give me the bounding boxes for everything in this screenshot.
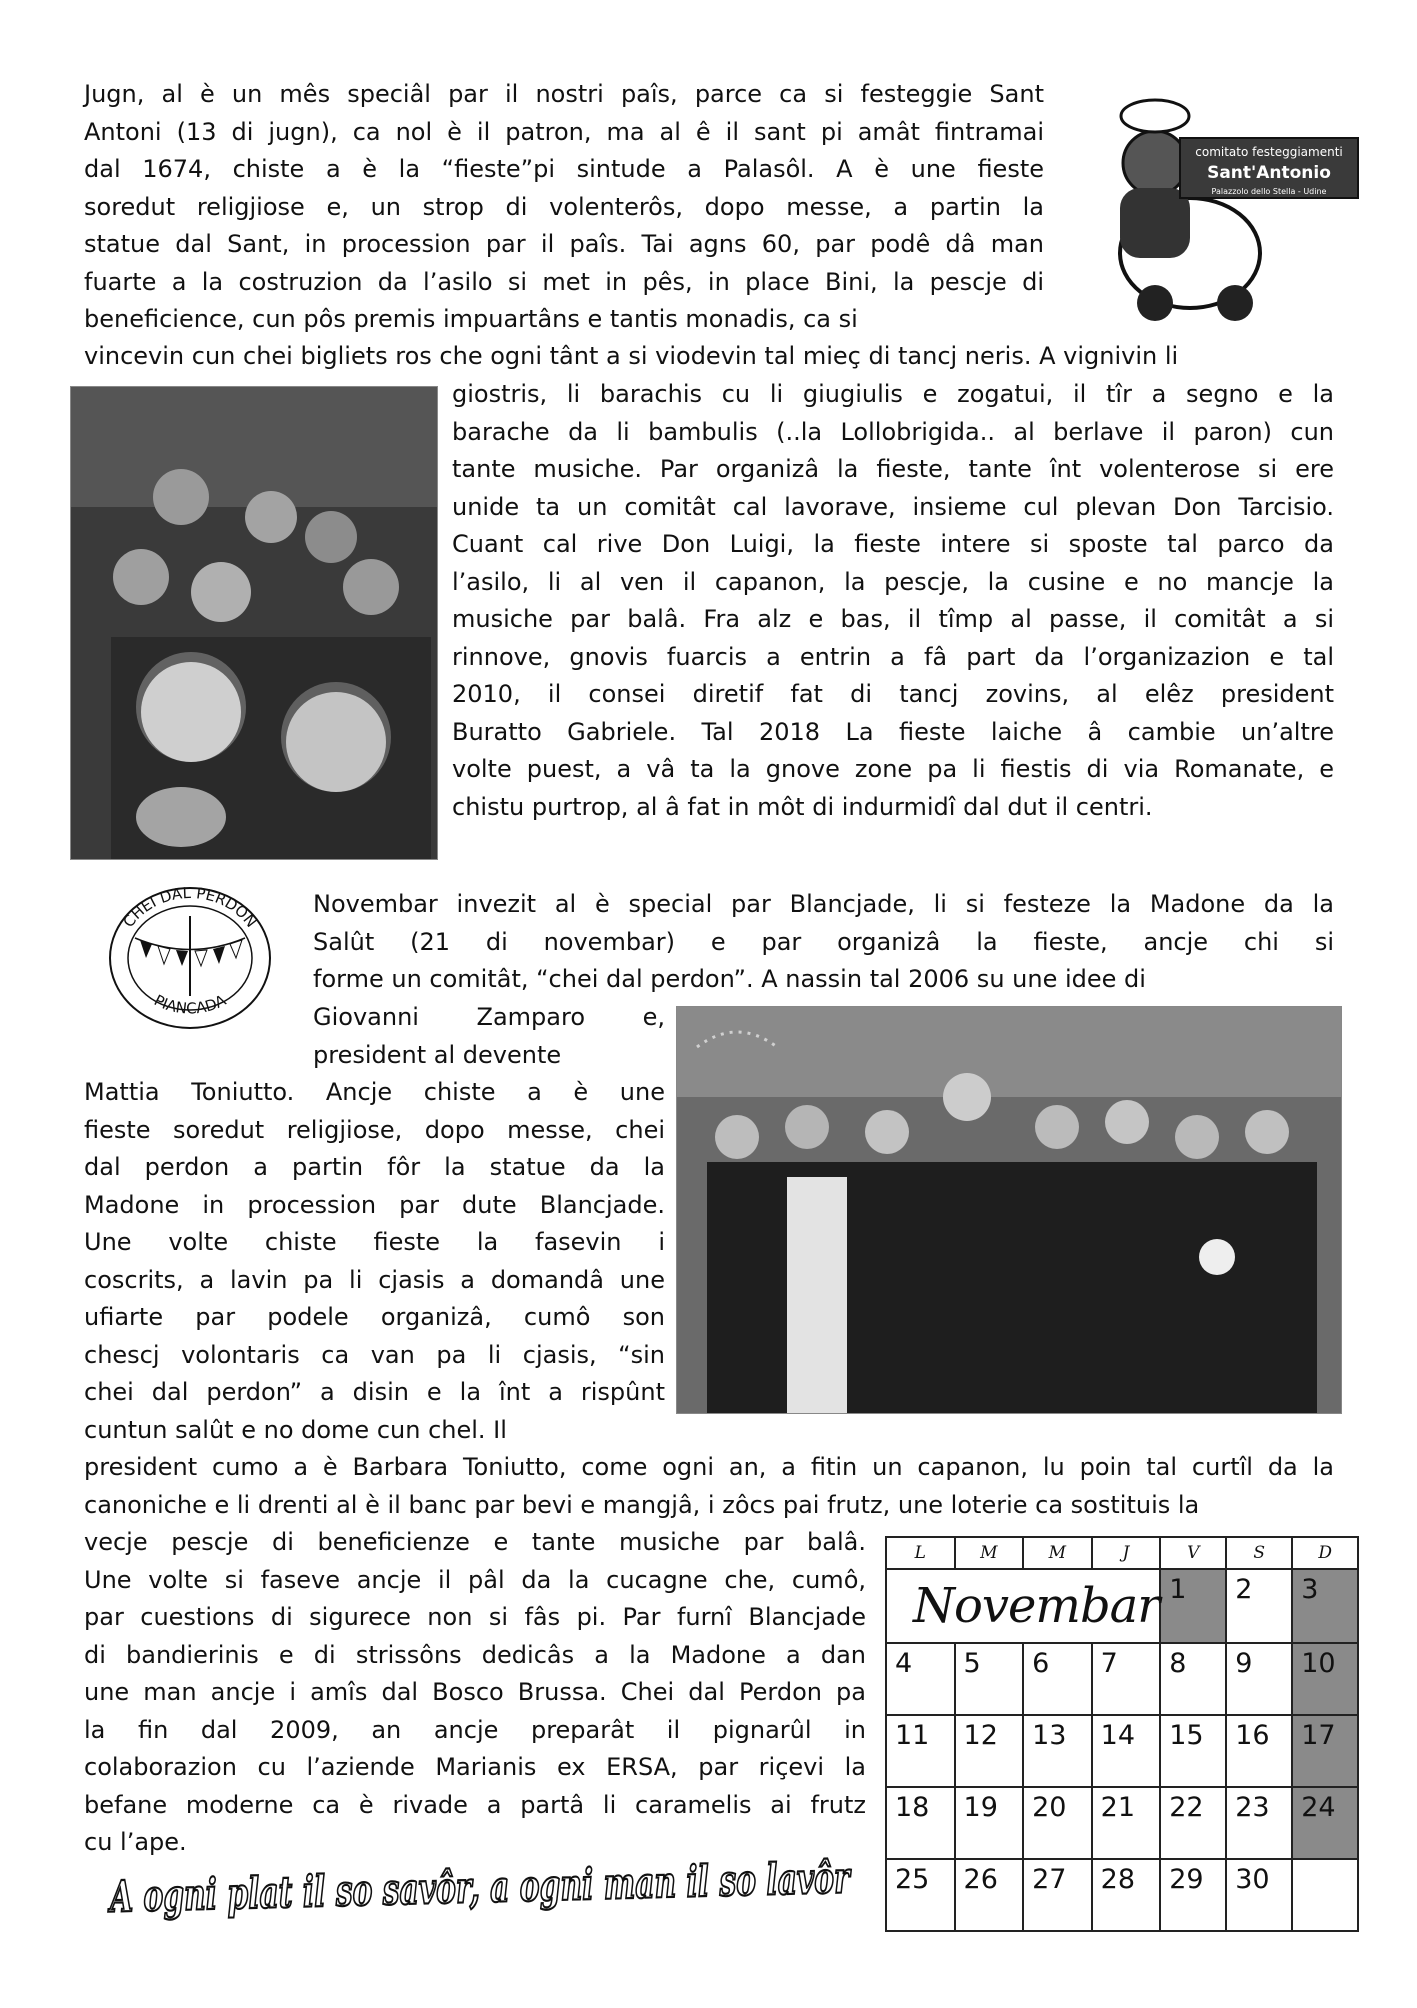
weekday-label: J (1092, 1537, 1161, 1569)
text-line: statue dal Sant, in procession par il paîs. Tai agns 60, par podê dâ man (84, 230, 1044, 258)
calendar-day: 24 (1292, 1787, 1358, 1859)
weekday-label: L (886, 1537, 955, 1569)
calendar-day: 14 (1092, 1715, 1161, 1787)
text-line: colaborazion cu l’aziende Marianis ex ERSA, par riçevi la (84, 1753, 866, 1781)
text-line: fuarte a la costruzion da l’asilo si met in pês, in place Bini, la pescje di (84, 267, 1044, 296)
text-line: volte puest, a vâ ta la gnove zone pa li fiestis di via Romanate, e (452, 755, 1334, 783)
text-line: befane moderne ca è rivade a partâ li caramelis ai frutz (84, 1790, 866, 1819)
calendar-day: 9 (1226, 1643, 1292, 1715)
calendar-day: 3 (1292, 1569, 1358, 1643)
calendar-day: 28 (1092, 1859, 1161, 1931)
text-line: rinnove, gnovis fuarcis a entrin a fâ part da l’organizazion e tal (452, 642, 1334, 671)
text-line: ufiarte par podele organizâ, cumô son (84, 1303, 665, 1331)
text-line: Novembar invezit al è special par Blancjade, li si festeze la Madone da la (313, 890, 1334, 918)
text-line: cuntun salût e no dome cun chel. Il (84, 1415, 507, 1444)
logo-top-text: CHEI DAL PERDON (119, 883, 261, 931)
logo-bottom-text: PIANCADA (151, 991, 229, 1018)
text-line: une man ancje i amîs dal Bosco Brussa. Chei dal Perdon pa (84, 1678, 866, 1706)
calendar-day: 7 (1092, 1643, 1161, 1715)
text-line: Cuant cal rive Don Luigi, la fieste intere si sposte tal parco da (452, 530, 1334, 558)
calendar-day: 4 (886, 1643, 955, 1715)
text-line: coscrits, a lavin pa li cjasis a domandâ une (84, 1265, 665, 1294)
calendar-day: 13 (1023, 1715, 1092, 1787)
text-line: Une volte si faseve ancje il pâl da la cucagne che, cumô, (84, 1565, 866, 1594)
weekday-label: V (1160, 1537, 1226, 1569)
calendar-day: 21 (1092, 1787, 1161, 1859)
text-line: par cuestions di sigurece non si fâs pi. Par furnî Blancjade (84, 1603, 866, 1631)
text-line: di bandierinis e di strissôns dedicâs a la Madone a dan (84, 1640, 866, 1669)
calendar-week (886, 1859, 1358, 1931)
intro-paragraph-wide-line (84, 338, 1334, 376)
weekday-label: M (955, 1537, 1024, 1569)
text-line: dal 1674, chiste a è la “fieste”pi sintude a Palasôl. A è une fieste (84, 155, 1044, 183)
text-line: vincevin cun chei bigliets ros che ogni tânt a si viodevin tal mieç di tancj neris. A vignivin li (84, 342, 1179, 370)
calendar-day: 12 (955, 1715, 1024, 1787)
calendar-day: 25 (886, 1859, 955, 1931)
calendar-day: 10 (1292, 1643, 1358, 1715)
calendar-day: 20 (1023, 1787, 1092, 1859)
calendar-day: 1 (1160, 1569, 1226, 1643)
text-line: president cumo a è Barbara Toniutto, come ogni an, a fitin un capanon, lu poin tal curtîl da la (84, 1453, 1334, 1481)
text-line: chescj volontaris ca van pa li cjasis, “sin (84, 1340, 665, 1369)
logo-line-1: comitato festeggiamenti (1195, 145, 1343, 159)
text-line: musiche par balâ. Fra alz e bas, il tîmp al passe, il comitât a si (452, 605, 1334, 633)
text-line: Jugn, al è un mês speciâl par il nostri paîs, parce ca si festeggie Sant (84, 80, 1044, 108)
proverb-banner (100, 1836, 860, 1936)
logo-line-2: Sant'Antonio (1207, 163, 1331, 183)
scooter-chef-mascot-icon (1060, 78, 1360, 328)
weekday-label: D (1292, 1537, 1358, 1569)
text-line: canoniche e li drenti al è il banc par bevi e mangjâ, i zôcs pai frutz, une loterie ca sostituis la (84, 1490, 1200, 1519)
intro-paragraph-top (84, 76, 1044, 339)
party-crowd-photo (70, 386, 438, 860)
calendar-day: 29 (1160, 1859, 1226, 1931)
text-line: Antoni (13 di jugn), ca nol è il patron, ma al ê il sant pi amât fintramai (84, 117, 1044, 146)
calendar-day: 5 (955, 1643, 1024, 1715)
calendar-day (1292, 1859, 1358, 1931)
calendar-day: 19 (955, 1787, 1024, 1859)
calendar-day: 30 (1226, 1859, 1292, 1931)
sant-antonio-committee-logo (1060, 78, 1360, 328)
calendar-day: 26 (955, 1859, 1024, 1931)
calendar-week (886, 1643, 1358, 1715)
text-line: giostris, li barachis cu li giugiulis e zogatui, il tîr a segno e la (452, 380, 1334, 408)
calendar-day: 18 (886, 1787, 955, 1859)
text-line: unide ta un comitât cal lavorave, insieme cul plevan Don Tarcisio. (452, 492, 1334, 521)
bunting-flags-logo-icon (100, 876, 280, 1036)
text-line: Buratto Gabriele. Tal 2018 La fieste laiche â cambie un’altre (452, 717, 1334, 746)
text-line: chei dal perdon” a disin e la înt a rispûnt (84, 1378, 665, 1406)
calendar-weekday-header (886, 1537, 1358, 1569)
text-line: cu l’ape. (84, 1828, 187, 1856)
intro-paragraph-right (452, 376, 1334, 826)
calendar-week (886, 1715, 1358, 1787)
text-line: tante musiche. Par organizâ la fieste, tante înt volenterose si ere (452, 455, 1334, 483)
weekday-label: S (1226, 1537, 1292, 1569)
group-photo (676, 1006, 1342, 1414)
calendar-week (886, 1787, 1358, 1859)
calendar-day: 17 (1292, 1715, 1358, 1787)
november-paragraph-top (313, 886, 1334, 999)
text-line: Une volte chiste fieste la fasevin i (84, 1228, 665, 1256)
text-line: Salût (21 di novembar) e par organizâ la fieste, ancje chi si (313, 927, 1334, 956)
text-line: Mattia Toniutto. Ancje chiste a è une (84, 1078, 665, 1106)
calendar-day: 16 (1226, 1715, 1292, 1787)
text-line: barache da li bambulis (..la Lollobrigida.. al berlave il paron) cun (452, 417, 1334, 446)
text-line: la fin dal 2009, an ancje preparât il pignarûl in (84, 1715, 866, 1744)
text-line: 2010, il consei diretif fat di tancj zovins, al elêz president (452, 680, 1334, 708)
calendar-day: 11 (886, 1715, 955, 1787)
text-line: president al devente (313, 1040, 562, 1069)
text-line: fieste soredut religjiose, dopo messe, chei (84, 1115, 665, 1144)
text-line: vecje pescje di beneficienze e tante musiche par balâ. (84, 1528, 866, 1556)
calendar-month-title: Novembar (886, 1569, 1160, 1643)
calendar-day: 6 (1023, 1643, 1092, 1715)
text-line: chistu purtrop, al â fat in môt di indurmidî dal dut il centri. (452, 792, 1153, 821)
november-paragraph-narrow (313, 999, 665, 1074)
text-line: l’asilo, li al ven il capanon, la pescje, la cusine e no mancje la (452, 567, 1334, 596)
november-paragraph-bottom (84, 1524, 866, 1862)
text-line: forme un comitât, “chei dal perdon”. A nassin tal 2006 su une idee di (313, 965, 1146, 993)
calendar-day: 8 (1160, 1643, 1226, 1715)
text-line: Giovanni Zamparo e, (313, 1003, 665, 1031)
calendar-day: 15 (1160, 1715, 1226, 1787)
text-line: beneficience, cun pôs premis impuartâns e tantis monadis, ca si (84, 305, 858, 333)
november-paragraph-wide (84, 1449, 1334, 1524)
weekday-label: M (1023, 1537, 1092, 1569)
calendar-day: 2 (1226, 1569, 1292, 1643)
calendar-day: 27 (1023, 1859, 1092, 1931)
proverb-text-outline: A ogni plat il so savôr, a ogni man (109, 1851, 860, 1923)
text-line: Madone in procession par dute Blancjade. (84, 1190, 665, 1219)
calendar-week (886, 1569, 1358, 1643)
calendar-day: 22 (1160, 1787, 1226, 1859)
november-calendar (885, 1536, 1359, 1932)
calendar-day: 23 (1226, 1787, 1292, 1859)
november-paragraph-left (84, 1074, 665, 1449)
text-line: soredut religjiose e, un strop di volenterôs, dopo messe, a partin la (84, 192, 1044, 221)
chei-dal-perdon-logo (100, 876, 280, 1036)
text-line: dal perdon a partin fôr la statue da la (84, 1153, 665, 1181)
logo-line-3: Palazzolo dello Stella - Udine (1211, 187, 1327, 196)
